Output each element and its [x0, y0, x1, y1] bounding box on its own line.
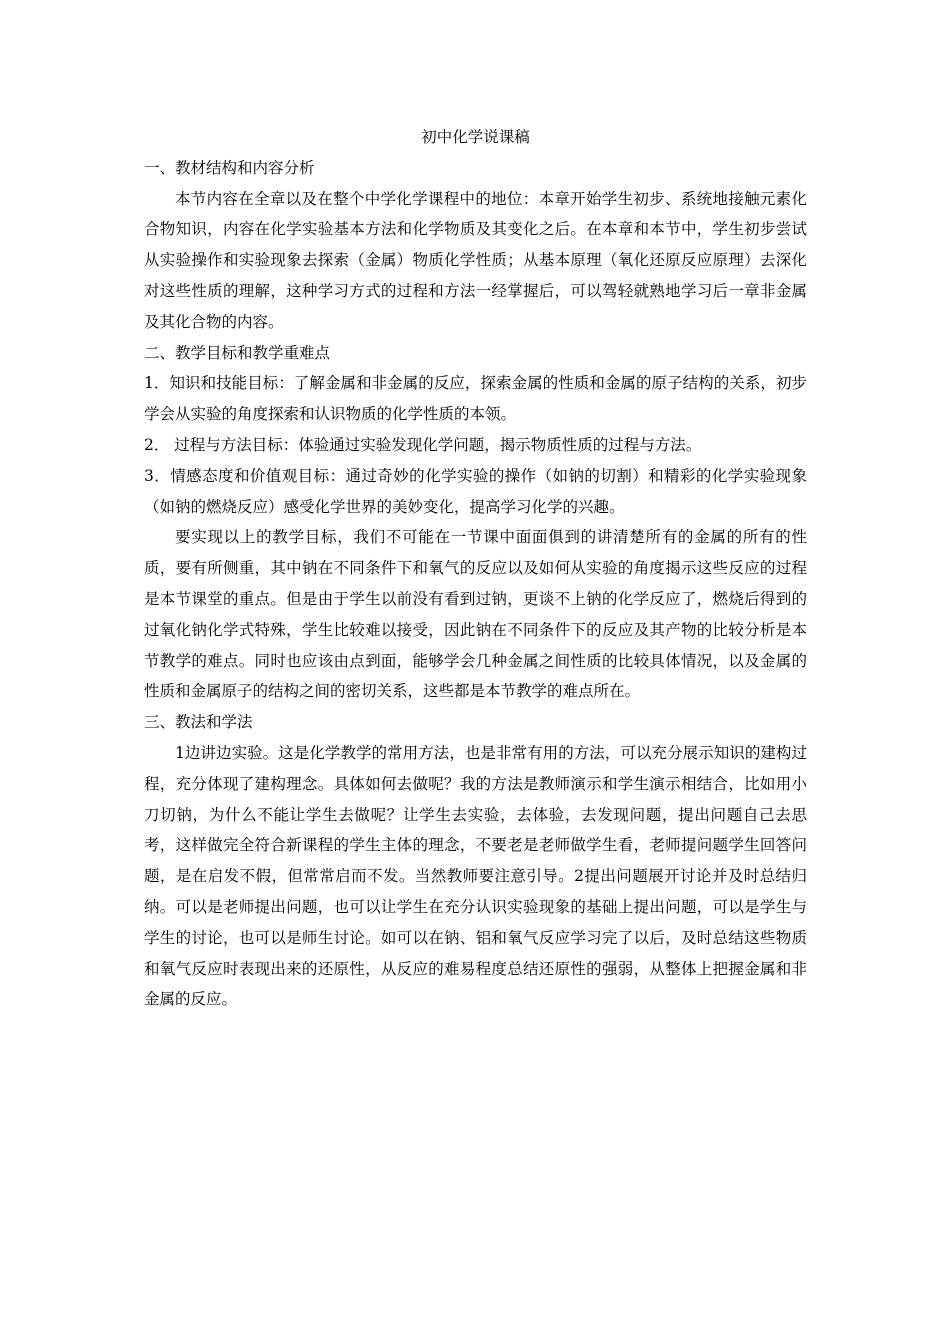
objective-item-2: 2． 过程与方法目标：体验通过实验发现化学问题，揭示物质性质的过程与方法。 [144, 435, 702, 454]
document-title: 初中化学说课稿 [421, 128, 530, 146]
objective-item-1: 1．知识和技能目标：了解金属和非金属的反应，探索金属的性质和金属的原子结构的关系，初步学会从实验的角度探索和认识物质的化学性质的本领。 [144, 374, 807, 424]
section-1-heading: 一、教材结构和内容分析 [144, 158, 315, 177]
section-1-paragraph: 本节内容在全章以及在整个中学化学课程中的地位：本章开始学生初步、系统地接触元素化合物知识，内容在化学实验基本方法和化学物质及其变化之后。在本章和本节中，学生初步尝试从实验操作和实验现象去探索（金属）物质化学性质；从基本原理（氧化还原反应原理）去深化对这些性质的理解，这种学习方式的过程和方法一经掌握后，可以驾轻就熟地学习后一章非金属及其化合物的内容。 [144, 189, 807, 331]
section-2-heading: 二、教学目标和教学重难点 [144, 343, 331, 362]
section-3-heading: 三、教法和学法 [144, 713, 253, 732]
section-3-paragraph: 1边讲边实验。这是化学教学的常用方法，也是非常有用的方法，可以充分展示知识的建构过程，充分体现了建构理念。具体如何去做呢？我的方法是教师演示和学生演示相结合，比如用小刀切钠，为什么不能让学生去做呢？让学生去实验，去体验，去发现问题，提出问题自己去思考，这样做完全符合新课程的学生主体的理念，不要老是老师做学生看，老师提问题学生回答问题，是在启发不假，但常常启而不发。当然教师要注意引导。2提出问题展开讨论并及时总结归纳。可以是老师提出问题，也可以让学生在充分认识实验现象的基础上提出问题，可以是学生与学生的讨论，也可以是师生讨论。如可以在钠、铝和氧气反应学习完了以后，及时总结这些物质和氧气反应时表现出来的还原性，从反应的难易程度总结还原性的强弱，从整体上把握金属和非金属的反应。 [144, 743, 807, 1009]
section-2-paragraph: 要实现以上的教学目标，我们不可能在一节课中面面俱到的讲清楚所有的金属的所有的性质，要有所侧重，其中钠在不同条件下和氧气的反应以及如何从实验的角度揭示这些反应的过程是本节课堂的重点。但是由于学生以前没有看到过钠，更谈不上钠的化学反应了，燃烧后得到的过氧化钠化学式特殊，学生比较难以接受，因此钠在不同条件下的反应及其产物的比较分析是本节教学的难点。同时也应该由点到面，能够学会几种金属之间性质的比较具体情况，以及金属的性质和金属原子的结构之间的密切关系，这些都是本节教学的难点所在。 [144, 528, 807, 701]
objective-item-3: 3．情感态度和价值观目标：通过奇妙的化学实验的操作（如钠的切割）和精彩的化学实验现象（如钠的燃烧反应）感受化学世界的美妙变化，提高学习化学的兴趣。 [144, 466, 807, 516]
document-page [144, 122, 807, 1015]
